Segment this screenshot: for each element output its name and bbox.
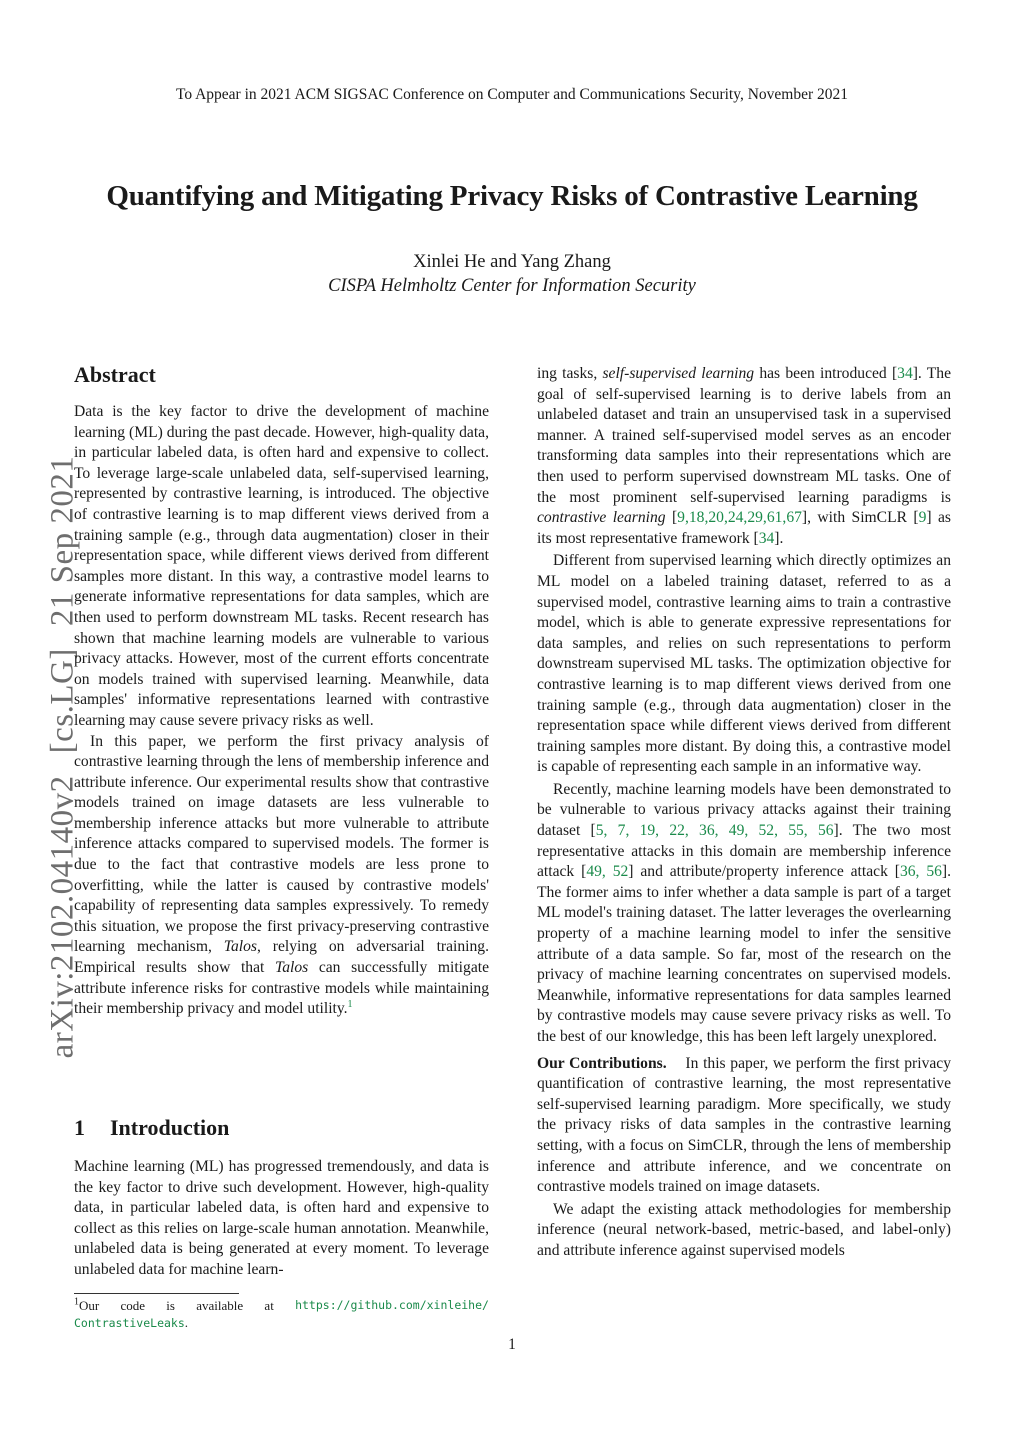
abstract-body <box>74 402 489 1020</box>
abstract-heading: Abstract <box>74 362 156 387</box>
abstract-paragraph-1: Data is the key factor to drive the development of machine learning (ML) during the past decade. However, high-quality data, in particular labeled data, is often hard and expensive to collect. To leverage large-scale unlabeled data, self-supervised learning, represented by contrastive learning, is introduced. The objective of contrastive learning is to map different views derived from a training sample (e.g., through data augmentation) closer in their representation space, while different views derived from different samples more distant. In this way, a contrastive model learns to generate informative representations for data samples, which are then used to perform downstream ML tasks. Recent research has shown that machine learning models are vulnerable to various privacy attacks. However, most of the current efforts concentrate on models trained with supervised learning. Meanwhile, data samples' informative representations learned with contrastive learning may cause severe privacy risks as well. <box>74 403 489 729</box>
abstract-paragraph-2: In this paper, we perform the first privacy analysis of contrastive learning through the lens of membership inference and attribute inference. Our experimental results show that contrastive models trained on image datasets are less vulnerable to membership inference attacks but more vulnerable to attribute inference attacks compared to supervised models. The former is due to the fact that contrastive models are less prone to overfitting, while the latter is caused by contrastive models' capability of representing data samples expressively. To remedy this situation, we propose the first privacy-preserving contrastive learning mechanism, Talos, relying on adversarial training. Empirical results show that Talos can successfully mitigate attribute inference risks for contrastive models while maintaining their membership privacy and model utility.$^1$ <box>74 732 489 1018</box>
paper-title: Quantifying and Mitigating Privacy Risks of Contrastive Learning <box>106 180 918 212</box>
arxiv-date: 21 Sep 2021 <box>44 455 81 627</box>
citation-link[interactable]: 49, 52 <box>586 863 629 881</box>
section-number: 1 <box>74 1115 85 1140</box>
footnote: $^1$Our code is available at https://github.com/xinleihe/ ContrastiveLeaks. <box>74 1296 489 1330</box>
citation-link[interactable]: 36, 56 <box>899 863 942 881</box>
paper-affiliation: CISPA Helmholtz Center for Information Security <box>328 276 696 296</box>
right-paragraph-1: ing tasks, self-supervised learning has been introduced [34]. The goal of self-supervised learning is to derive labels from an unlabeled dataset and train an unsupervised task in a supervised manner. A trained self-supervised model serves as an encoder transforming data samples into their representations which are then used to perform supervised downstream ML tasks. One of the most prominent self-supervised learning paradigms is contrastive learning [9,18,20,24,29,61,67], with SimCLR [9] as its most representative framework [34]. <box>537 365 952 547</box>
citation-link[interactable]: 34 <box>897 365 913 382</box>
introduction-body <box>74 1157 489 1281</box>
arxiv-id: arXiv:2102.04140v2 <box>44 775 81 1059</box>
citation-link[interactable]: 5, 7, 19, 22, 36, 49, 52, 55, 56 <box>595 822 834 840</box>
introduction-heading <box>74 1115 229 1141</box>
citation-link[interactable]: 34 <box>758 529 775 547</box>
citation-link[interactable]: 9,18,20,24,29,61,67 <box>677 509 802 527</box>
right-column <box>537 364 951 1262</box>
code-url-link[interactable]: https://github.com/xinleihe/ <box>295 1298 489 1312</box>
footnote-number: 1 <box>74 1296 79 1308</box>
footnote-marker[interactable]: 1 <box>347 999 353 1011</box>
contributions-paragraph: Our Contributions. In this paper, we perform the first privacy quantification of contrastive learning, the most representative self-supervised learning paradigm. More specifically, we study the privacy risks of data samples in the contrastive learning setting, with a focus on SimCLR, through the lens of membership inference and attribute inference, and we concentrate on contrastive models trained on image datasets. <box>537 1054 952 1196</box>
venue-header: To Appear in 2021 ACM SIGSAC Conference on Computer and Communications Security, November 2021 <box>175 86 849 103</box>
citation-link[interactable]: 9 <box>918 509 927 527</box>
paper-authors: Xinlei He and Yang Zhang <box>413 252 611 272</box>
code-url-link-cont[interactable]: ContrastiveLeaks <box>74 1316 185 1330</box>
section-title: Introduction <box>110 1115 230 1140</box>
arxiv-category: [cs.LG] <box>44 648 81 754</box>
right-paragraph-3: Recently, machine learning models have been demonstrated to be vulnerable to various privacy attacks against their training dataset [5, 7, 19, 22, 36, 49, 52, 55, 56]. The two most representative attacks in this domain are membership inference attack [49, 52] and attribute/property inference attack [36, 56]. The former aims to infer whether a data sample is part of a target ML model's training dataset. The latter leverages the overlearning property of a machine learning model to infer the sensitive attribute of a data sample. So far, most of the research on the privacy of machine learning concentrates on supervised models. Meanwhile, informative representations for data samples learned by contrastive models may cause severe privacy risks as well. To the best of our knowledge, this has been left largely unexplored. <box>537 780 952 1045</box>
footnote-rule <box>74 1293 239 1294</box>
introduction-paragraph-1: Machine learning (ML) has progressed tremendously, and data is the key factor to drive such development. However, high-quality data, in particular labeled data, is often hard and expensive to collect as this relies on large-scale human annotation. Meanwhile, unlabeled data is being generated at every moment. To leverage unlabeled data for machine learn- <box>74 1158 489 1278</box>
right-paragraph-2: Different from supervised learning which directly optimizes an ML model on a labeled training dataset, referred to as a supervised model, contrastive learning aims to train a contrastive model, which is able to generate expressive representations for data samples, and relies on such representations to perform downstream supervised ML tasks. The optimization objective for contrastive learning is to map different views derived from one training sample (e.g., through data augmentation) closer in the representation space while different views derived from different training samples more distant. By doing this, a contrastive model is capable of representing each sample in an informative way. <box>537 552 951 776</box>
contributions-label: Our Contributions. <box>537 1054 667 1072</box>
page-number: 1 <box>508 1336 516 1353</box>
right-paragraph-5: We adapt the existing attack methodologies for membership inference (neural network-based, metric-based, and label-only) and attribute inference against supervised models <box>537 1200 951 1259</box>
